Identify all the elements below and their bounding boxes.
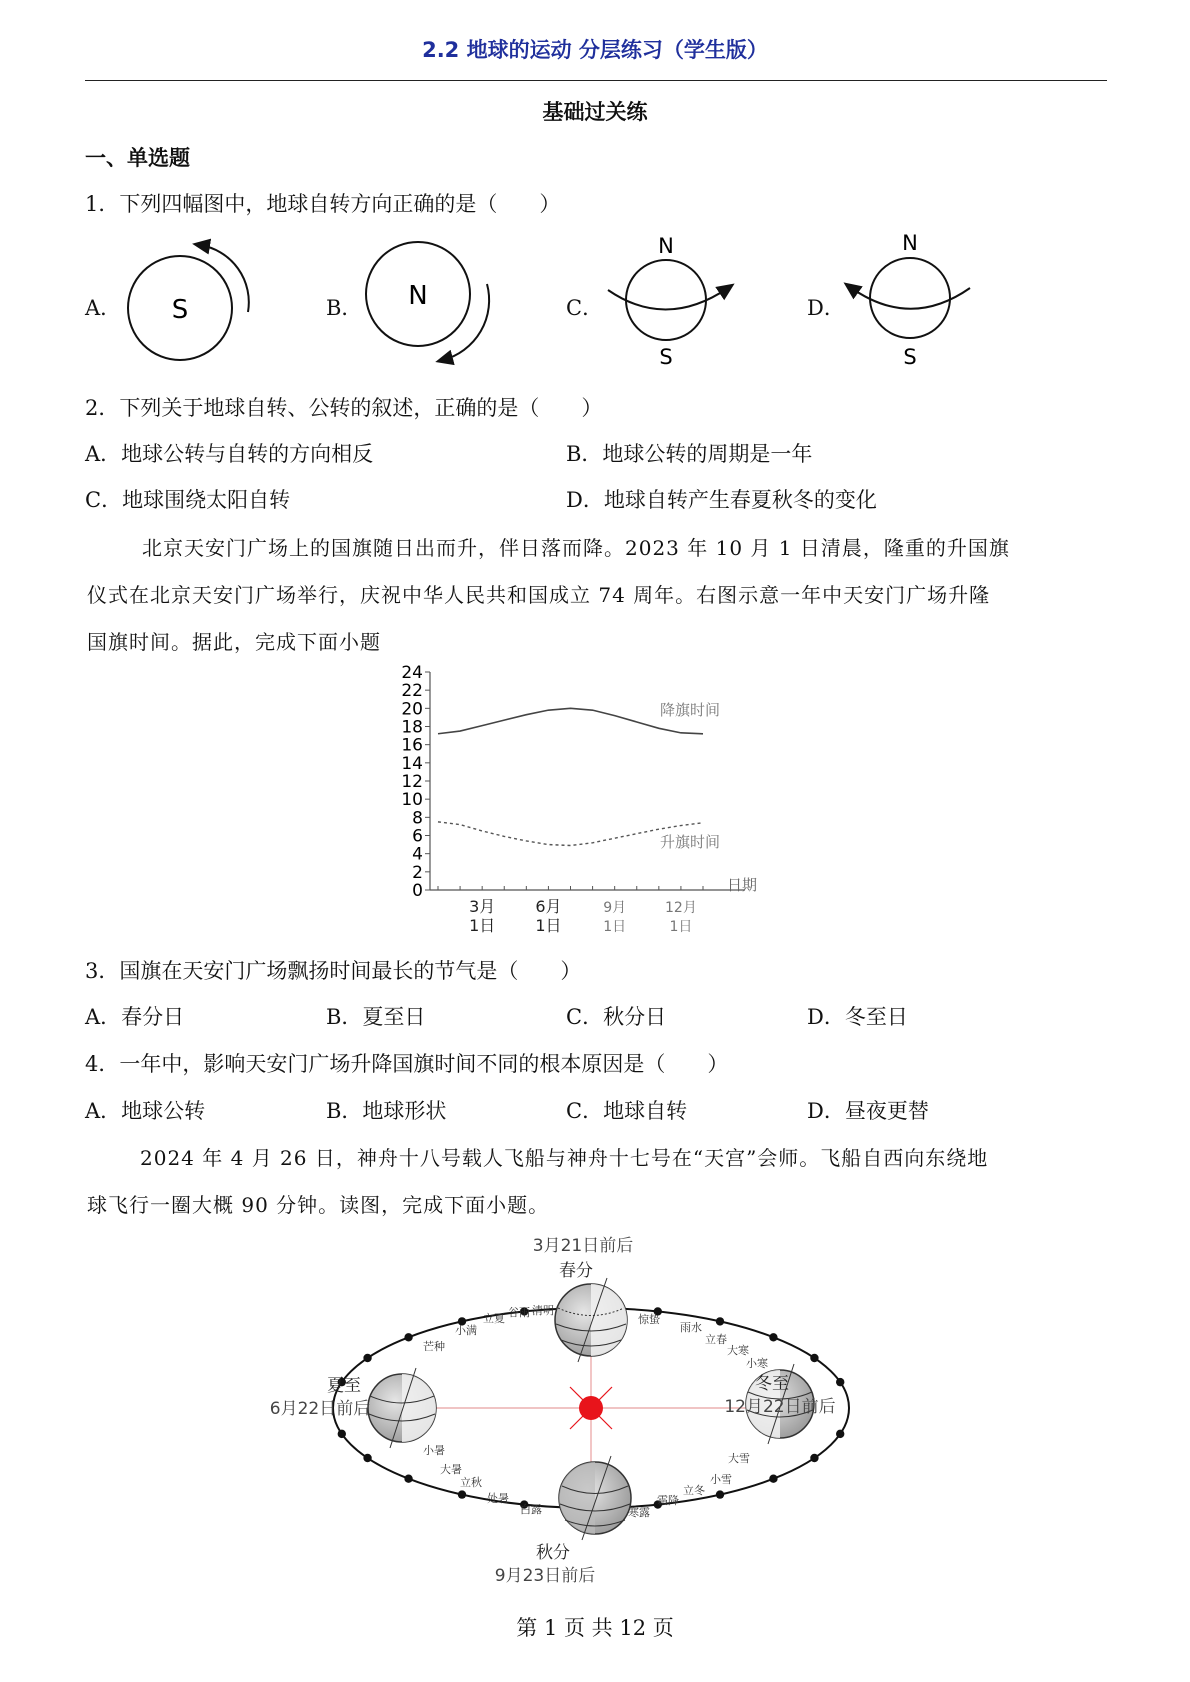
- document-title: 2.2 地球的运动 分层练习（学生版）: [422, 38, 768, 62]
- term-xiaohan: 小寒: [746, 1357, 768, 1370]
- orbit-dot: [363, 1454, 371, 1462]
- term-qingming: 清明: [532, 1304, 554, 1317]
- question-3-stem: 3．国旗在天安门广场飘扬时间最长的节气是（ ）: [85, 959, 582, 983]
- y-tick-label: 14: [401, 753, 423, 774]
- x-tick-day: 1日: [469, 916, 496, 935]
- term-chushu: 处暑: [487, 1492, 509, 1505]
- y-tick-label: 2: [412, 862, 423, 883]
- q2-option-c: C．地球围绕太阳自转: [85, 488, 291, 512]
- q1-option-a-label: A．: [85, 296, 122, 320]
- term-lixia: 立夏: [483, 1312, 505, 1325]
- q1-option-c-label: C．: [566, 296, 604, 320]
- question-1-stem: 1．下列四幅图中，地球自转方向正确的是（ ）: [85, 192, 561, 216]
- diagram-a: [128, 245, 249, 360]
- passage-2-line-1: 2024 年 4 月 26 日，神舟十八号载人飞船与神舟十七号在“天宫”会师。飞船自西向东绕地: [140, 1146, 989, 1170]
- passage-1-line-2: 仪式在北京天安门广场举行，庆祝中华人民共和国成立 74 周年。右图示意一年中天安门广场升隆: [87, 583, 991, 607]
- orbit-dot: [810, 1354, 818, 1362]
- orbit-dot: [716, 1490, 724, 1498]
- q3-option-d: D．冬至日: [807, 1005, 908, 1029]
- question-2-stem: 2．下列关于地球自转、公转的叙述，正确的是（ ）: [85, 396, 603, 420]
- y-tick-label: 24: [401, 663, 423, 683]
- passage-1-line-3: 国旗时间。据此，完成下面小题: [87, 630, 381, 654]
- q2-option-a: A．地球公转与自转的方向相反: [85, 442, 374, 466]
- y-tick-label: 22: [401, 681, 423, 702]
- autumn-label: 秋分: [536, 1543, 570, 1563]
- orbit-dot: [836, 1378, 844, 1386]
- c-bottom-pole: S: [659, 345, 673, 369]
- spring-date: 3月21日前后: [532, 1236, 634, 1256]
- q3-option-c: C．秋分日: [566, 1005, 667, 1029]
- passage-2-line-2: 球飞行一圈大概 90 分钟。读图，完成下面小题。: [87, 1193, 550, 1217]
- y-tick-label: 10: [401, 790, 423, 811]
- series-label-raising: 升旗时间: [659, 833, 721, 851]
- y-tick-label: 4: [412, 844, 423, 865]
- x-tick-day: 1日: [535, 916, 562, 935]
- orbit-dot: [716, 1317, 724, 1325]
- x-tick-day: 1日: [669, 919, 693, 935]
- summer-label: 夏至: [327, 1376, 361, 1396]
- earth-orbit-diagram: [269, 1228, 920, 1598]
- series-label-lowering: 降旗时间: [659, 701, 721, 719]
- q2-option-d: D．地球自转产生春夏秋冬的变化: [566, 488, 877, 512]
- section-title: 基础过关练: [542, 100, 648, 124]
- y-tick-label: 18: [401, 717, 423, 738]
- term-jingzhe: 惊蛰: [638, 1313, 660, 1326]
- winter-date: 12月22日前后: [724, 1397, 836, 1417]
- q3-option-a: A．春分日: [85, 1005, 185, 1029]
- term-lichun: 立春: [705, 1333, 727, 1346]
- y-tick-label: 20: [401, 699, 423, 720]
- y-tick-label: 8: [412, 808, 423, 829]
- y-tick-label: 16: [401, 735, 423, 756]
- x-tick-month: 9月: [603, 900, 627, 916]
- term-guyu: 谷雨: [508, 1306, 530, 1319]
- page-footer: 第 1 页 共 12 页: [516, 1616, 674, 1640]
- term-bailu: 白露: [520, 1503, 542, 1516]
- flag-time-chart: [385, 660, 795, 945]
- globe-summer: [368, 1368, 436, 1448]
- q4-option-c: C．地球自转: [566, 1099, 688, 1123]
- term-xiaoshu: 小暑: [423, 1444, 445, 1457]
- diagram-b: [366, 242, 489, 360]
- x-tick-month: 6月: [535, 897, 562, 916]
- part-title: 一、单选题: [85, 146, 190, 170]
- orbit-dot: [810, 1454, 818, 1462]
- y-tick-label: 12: [401, 772, 423, 792]
- header-divider: [85, 80, 1107, 81]
- term-xiaoman: 小满: [455, 1324, 477, 1337]
- term-lidong: 立冬: [683, 1484, 705, 1497]
- y-tick-label: 0: [412, 881, 423, 901]
- globe-autumn: [559, 1456, 631, 1540]
- term-mangzhong: 芒种: [423, 1340, 445, 1353]
- x-tick-month: 12月: [665, 900, 697, 916]
- pole-label-a: S: [171, 295, 189, 325]
- orbit-dot: [769, 1333, 777, 1341]
- term-liqiu: 立秋: [460, 1476, 482, 1489]
- diagram-c: [608, 234, 728, 369]
- term-hanlu: 寒露: [628, 1506, 650, 1519]
- autumn-date: 9月23日前后: [494, 1566, 596, 1586]
- winter-label: 冬至: [755, 1374, 789, 1394]
- orbit-dot: [338, 1430, 346, 1438]
- orbit-dot: [363, 1354, 371, 1362]
- orbit-dot: [769, 1475, 777, 1483]
- summer-date: 6月22日前后: [269, 1399, 371, 1419]
- x-axis-label: 日期: [727, 876, 758, 894]
- q2-option-b: B．地球公转的周期是一年: [566, 442, 813, 466]
- term-dashu: 大暑: [440, 1463, 462, 1476]
- globe-spring: [555, 1278, 627, 1362]
- pole-label-b: N: [408, 281, 428, 311]
- term-dahan: 大寒: [727, 1344, 749, 1357]
- q1-option-b-label: B．: [326, 296, 363, 320]
- d-bottom-pole: S: [903, 345, 917, 369]
- term-xiaoxue: 小雪: [710, 1473, 732, 1486]
- q4-option-d: D．昼夜更替: [807, 1099, 929, 1123]
- d-top-pole: N: [902, 231, 918, 255]
- q3-option-b: B．夏至日: [326, 1005, 426, 1029]
- term-yushui: 雨水: [680, 1321, 702, 1334]
- orbit-dot: [404, 1333, 412, 1341]
- orbit-dot: [404, 1475, 412, 1483]
- q1-option-d-label: D．: [807, 296, 845, 320]
- term-shuangjiang: 霜降: [657, 1494, 679, 1507]
- c-top-pole: N: [658, 234, 674, 258]
- x-tick-day: 1日: [603, 919, 627, 935]
- orbit-dot: [458, 1490, 466, 1498]
- spring-label: 春分: [559, 1261, 593, 1281]
- x-tick-month: 3月: [469, 897, 496, 916]
- diagram-d: [850, 231, 970, 369]
- question-4-stem: 4．一年中，影响天安门广场升降国旗时间不同的根本原因是（ ）: [85, 1052, 729, 1076]
- term-daxue: 大雪: [728, 1452, 750, 1465]
- q4-option-b: B．地球形状: [326, 1099, 447, 1123]
- orbit-dot: [836, 1430, 844, 1438]
- passage-1-line-1: 北京天安门广场上的国旗随日出而升，伴日落而降。2023 年 10 月 1 日清晨，隆重的升国旗: [142, 536, 1010, 560]
- q1-rotation-diagrams: [110, 230, 990, 370]
- y-tick-label: 6: [412, 826, 423, 847]
- q4-option-a: A．地球公转: [85, 1099, 206, 1123]
